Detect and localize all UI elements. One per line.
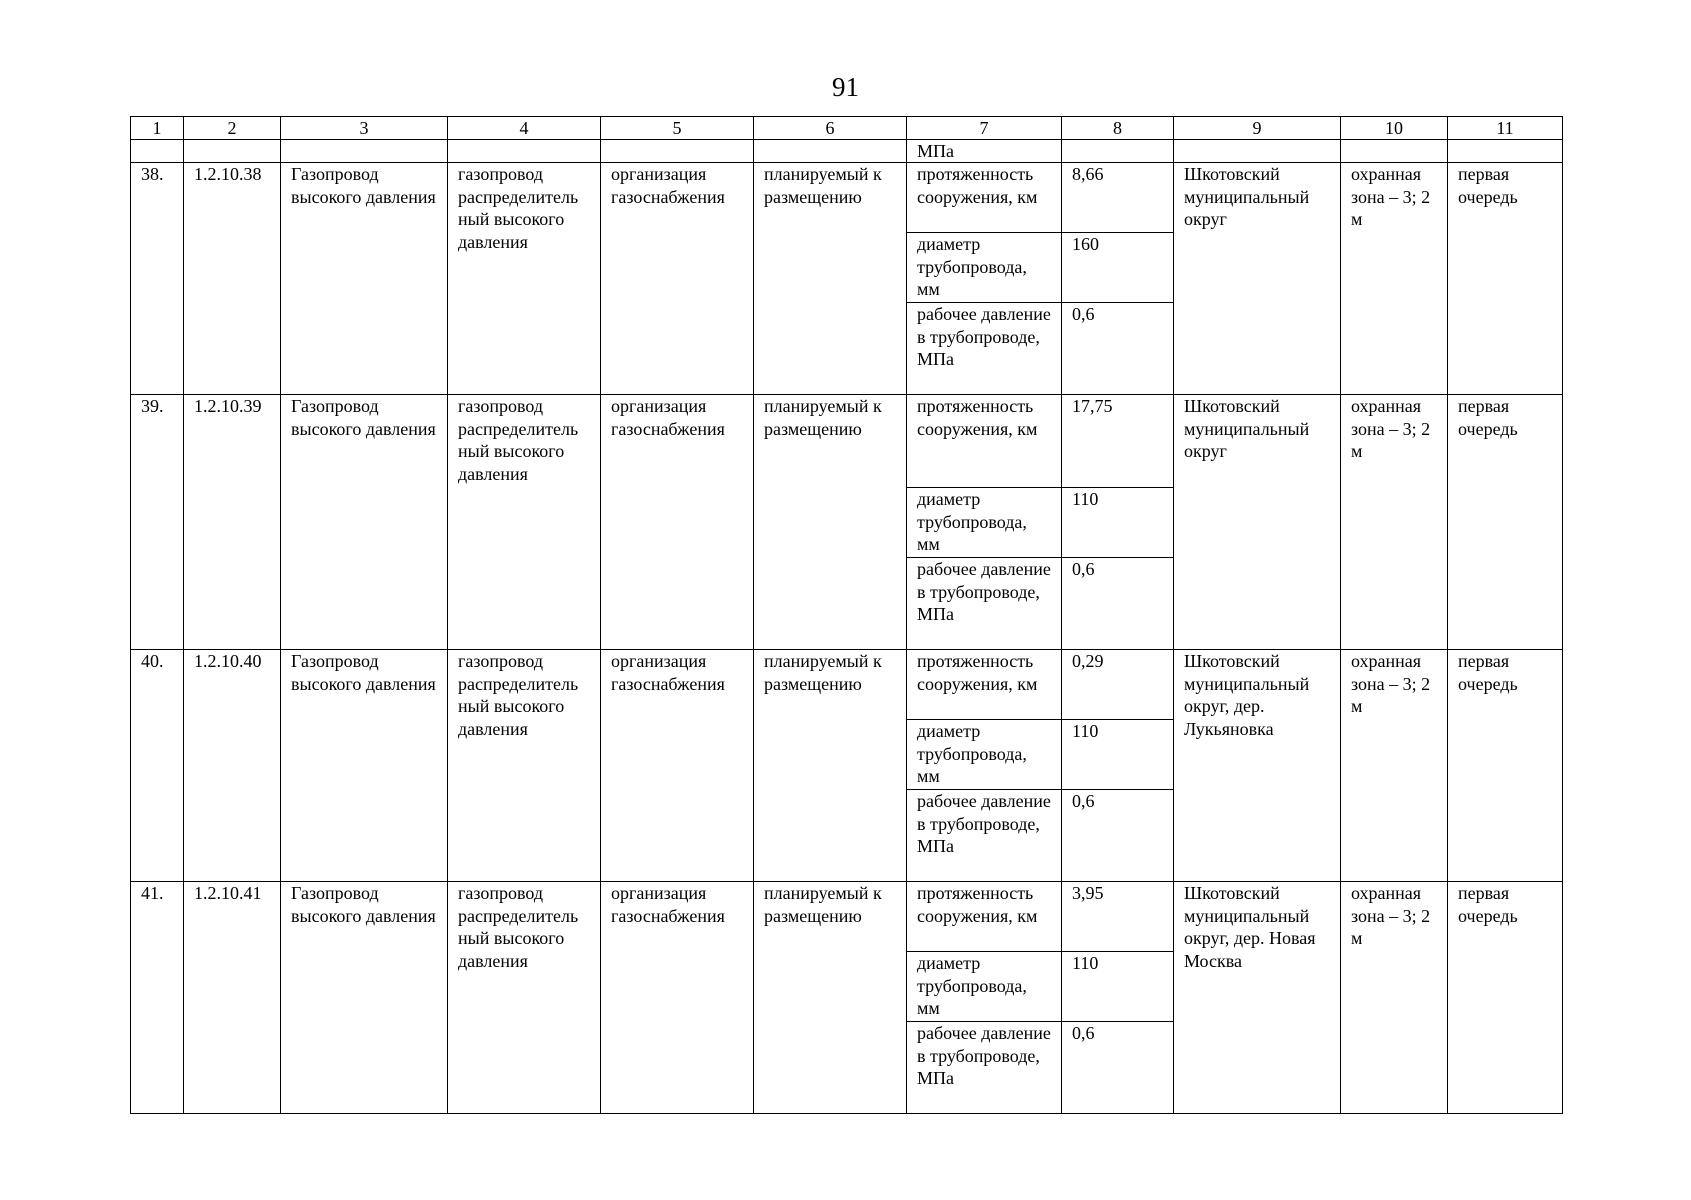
- object-organization: организация газоснабжения: [601, 882, 754, 1114]
- param-label: диаметр трубопровода, мм: [907, 720, 1062, 790]
- object-status: планируемый к размещению: [754, 882, 907, 1114]
- table-row: [131, 395, 1563, 488]
- row-number: 40.: [131, 650, 184, 882]
- table-row: [131, 163, 1563, 233]
- object-type: газопровод распределитель ный высокого давления: [448, 650, 601, 882]
- column-number: 10: [1341, 117, 1448, 140]
- param-value: 3,95: [1062, 882, 1174, 952]
- empty-cell: [1174, 140, 1341, 163]
- object-organization: организация газоснабжения: [601, 395, 754, 650]
- column-number: 6: [754, 117, 907, 140]
- param-value: 110: [1062, 952, 1174, 1022]
- object-type: газопровод распределитель ный высокого давления: [448, 163, 601, 395]
- param-value: 110: [1062, 488, 1174, 558]
- object-zone: охранная зона – 3; 2 м: [1341, 163, 1448, 395]
- table-row: [131, 882, 1563, 952]
- object-type: газопровод распределитель ный высокого давления: [448, 395, 601, 650]
- empty-cell: [131, 140, 184, 163]
- column-number: 7: [907, 117, 1062, 140]
- carry-over-unit: МПа: [907, 140, 1062, 163]
- column-number: 9: [1174, 117, 1341, 140]
- row-number: 38.: [131, 163, 184, 395]
- empty-cell: [184, 140, 281, 163]
- object-name: Газопровод высокого давления: [281, 650, 448, 882]
- param-label: рабочее давление в трубопроводе, МПа: [907, 303, 1062, 395]
- param-label: рабочее давление в трубопроводе, МПа: [907, 790, 1062, 882]
- row-number: 41.: [131, 882, 184, 1114]
- object-organization: организация газоснабжения: [601, 163, 754, 395]
- object-location: Шкотовский муниципальный округ: [1174, 395, 1341, 650]
- object-organization: организация газоснабжения: [601, 650, 754, 882]
- empty-cell: [281, 140, 448, 163]
- param-value: 160: [1062, 233, 1174, 303]
- column-number: 3: [281, 117, 448, 140]
- object-zone: охранная зона – 3; 2 м: [1341, 882, 1448, 1114]
- empty-cell: [448, 140, 601, 163]
- object-status: планируемый к размещению: [754, 395, 907, 650]
- object-queue: первая очередь: [1448, 163, 1563, 395]
- param-label: диаметр трубопровода, мм: [907, 488, 1062, 558]
- object-code: 1.2.10.41: [184, 882, 281, 1114]
- column-number: 8: [1062, 117, 1174, 140]
- object-queue: первая очередь: [1448, 395, 1563, 650]
- object-location: Шкотовский муниципальный округ: [1174, 163, 1341, 395]
- carry-over-row: [131, 140, 1563, 163]
- column-number: 1: [131, 117, 184, 140]
- column-numbers-row: [131, 117, 1563, 140]
- object-location: Шкотовский муниципальный округ, дер. Новая Москва: [1174, 882, 1341, 1114]
- column-number: 2: [184, 117, 281, 140]
- object-name: Газопровод высокого давления: [281, 395, 448, 650]
- object-status: планируемый к размещению: [754, 650, 907, 882]
- object-code: 1.2.10.38: [184, 163, 281, 395]
- object-type: газопровод распределитель ный высокого давления: [448, 882, 601, 1114]
- object-code: 1.2.10.39: [184, 395, 281, 650]
- empty-cell: [1341, 140, 1448, 163]
- param-label: рабочее давление в трубопроводе, МПа: [907, 1022, 1062, 1114]
- column-number: 11: [1448, 117, 1563, 140]
- objects-table: [130, 116, 1563, 1114]
- page-number: 91: [832, 72, 859, 102]
- param-value: 8,66: [1062, 163, 1174, 233]
- column-number: 4: [448, 117, 601, 140]
- param-value: 0,6: [1062, 790, 1174, 882]
- param-label: протяженность сооружения, км: [907, 163, 1062, 233]
- param-label: диаметр трубопровода, мм: [907, 952, 1062, 1022]
- param-label: протяженность сооружения, км: [907, 395, 1062, 488]
- object-zone: охранная зона – 3; 2 м: [1341, 395, 1448, 650]
- row-number: 39.: [131, 395, 184, 650]
- empty-cell: [1062, 140, 1174, 163]
- object-name: Газопровод высокого давления: [281, 163, 448, 395]
- param-value: 0,29: [1062, 650, 1174, 720]
- param-value: 110: [1062, 720, 1174, 790]
- param-label: протяженность сооружения, км: [907, 650, 1062, 720]
- param-label: протяженность сооружения, км: [907, 882, 1062, 952]
- param-value: 0,6: [1062, 303, 1174, 395]
- param-label: рабочее давление в трубопроводе, МПа: [907, 558, 1062, 650]
- object-location: Шкотовский муниципальный округ, дер. Лукьяновка: [1174, 650, 1341, 882]
- object-queue: первая очередь: [1448, 882, 1563, 1114]
- param-value: 0,6: [1062, 558, 1174, 650]
- object-name: Газопровод высокого давления: [281, 882, 448, 1114]
- object-status: планируемый к размещению: [754, 163, 907, 395]
- object-queue: первая очередь: [1448, 650, 1563, 882]
- object-code: 1.2.10.40: [184, 650, 281, 882]
- param-label: диаметр трубопровода, мм: [907, 233, 1062, 303]
- empty-cell: [601, 140, 754, 163]
- param-value: 0,6: [1062, 1022, 1174, 1114]
- param-value: 17,75: [1062, 395, 1174, 488]
- empty-cell: [1448, 140, 1563, 163]
- column-number: 5: [601, 117, 754, 140]
- table-row: [131, 650, 1563, 720]
- object-zone: охранная зона – 3; 2 м: [1341, 650, 1448, 882]
- empty-cell: [754, 140, 907, 163]
